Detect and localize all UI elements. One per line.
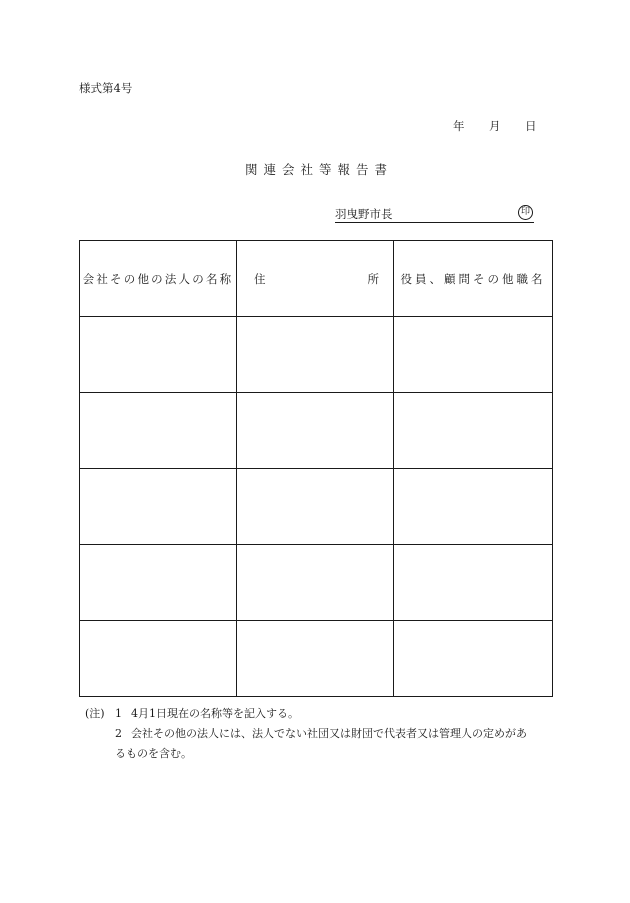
date-year: 年 bbox=[453, 119, 465, 133]
notes-label: (注) bbox=[85, 707, 105, 720]
notes-section bbox=[85, 704, 555, 764]
cell-position[interactable] bbox=[394, 469, 553, 545]
cell-company-name[interactable] bbox=[80, 393, 237, 469]
cell-address[interactable] bbox=[237, 317, 394, 393]
note-text: 4月1日現在の名称等を記入する。 bbox=[131, 707, 299, 720]
header-position: 役員、顧問その他職名 bbox=[394, 241, 553, 317]
cell-company-name[interactable] bbox=[80, 469, 237, 545]
cell-company-name[interactable] bbox=[80, 545, 237, 621]
cell-position[interactable] bbox=[394, 621, 553, 697]
document-title: 関連会社等報告書 bbox=[244, 162, 393, 177]
date-day: 日 bbox=[525, 119, 537, 133]
seal-mark: 印 bbox=[518, 205, 533, 220]
note-item bbox=[85, 704, 555, 724]
table-header-row bbox=[80, 241, 553, 317]
note-number: 1 bbox=[115, 707, 122, 720]
header-company-name: 会社その他の法人の名称 bbox=[80, 241, 237, 317]
cell-company-name[interactable] bbox=[80, 621, 237, 697]
table-row bbox=[80, 469, 553, 545]
header-address-part1: 住 bbox=[254, 272, 266, 286]
note-continuation-text: るものを含む。 bbox=[115, 747, 192, 760]
cell-position[interactable] bbox=[394, 317, 553, 393]
table-row bbox=[80, 621, 553, 697]
report-table bbox=[79, 240, 553, 697]
note-item bbox=[85, 724, 555, 744]
table-row bbox=[80, 545, 553, 621]
date-month: 月 bbox=[489, 119, 501, 133]
cell-address[interactable] bbox=[237, 469, 394, 545]
table-row bbox=[80, 393, 553, 469]
note-text: 会社その他の法人には、法人でない社団又は財団で代表者又は管理人の定めがあ bbox=[131, 727, 527, 740]
addressee-line bbox=[335, 206, 534, 223]
cell-address[interactable] bbox=[237, 621, 394, 697]
cell-address[interactable] bbox=[237, 393, 394, 469]
note-continuation bbox=[85, 744, 555, 764]
note-number: 2 bbox=[115, 727, 122, 740]
addressee-name: 羽曳野市長 bbox=[335, 207, 393, 221]
header-address-part2: 所 bbox=[367, 272, 379, 286]
cell-address[interactable] bbox=[237, 545, 394, 621]
form-number: 様式第4号 bbox=[79, 81, 133, 95]
cell-company-name[interactable] bbox=[80, 317, 237, 393]
table-row bbox=[80, 317, 553, 393]
cell-position[interactable] bbox=[394, 393, 553, 469]
header-address bbox=[237, 241, 394, 317]
cell-position[interactable] bbox=[394, 545, 553, 621]
